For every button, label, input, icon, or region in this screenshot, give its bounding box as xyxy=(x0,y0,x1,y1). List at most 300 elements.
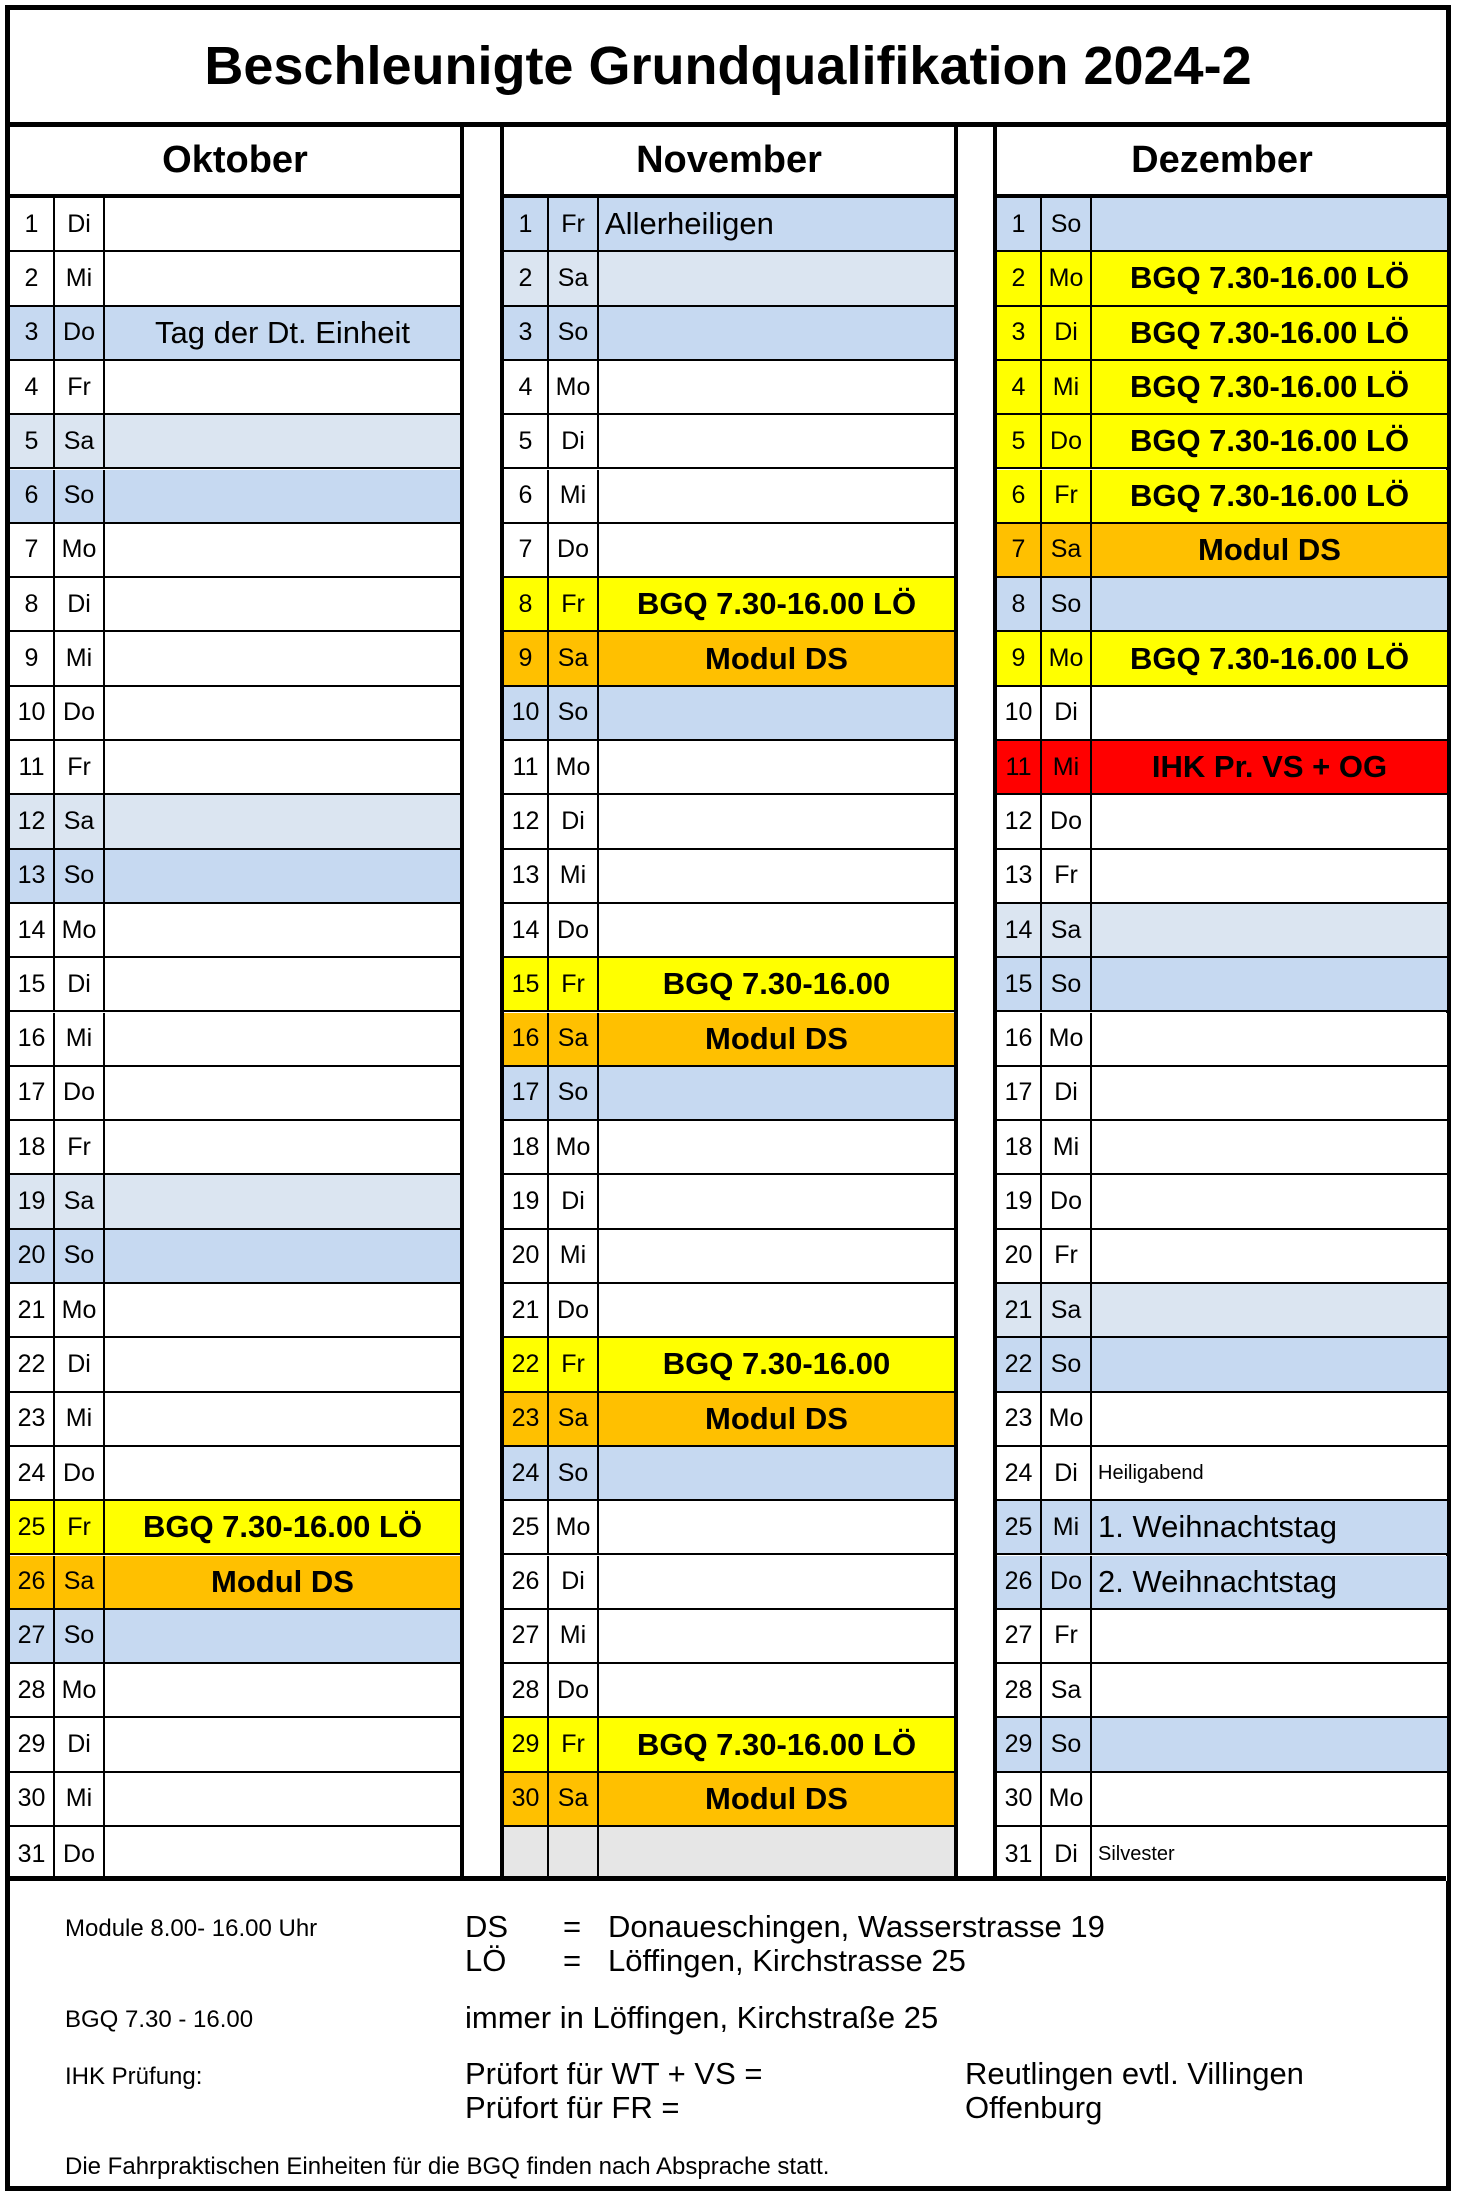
day-row xyxy=(10,1718,460,1772)
day-row xyxy=(997,1121,1447,1175)
weekday: So xyxy=(55,850,105,902)
day-row xyxy=(504,252,954,306)
weekday: Di xyxy=(549,1556,599,1608)
day-number: 7 xyxy=(997,524,1042,576)
weekday: Do xyxy=(1042,1175,1092,1227)
day-number: 9 xyxy=(997,632,1042,684)
page-title: Beschleunigte Grundqualifikation 2024-2 xyxy=(10,10,1446,127)
weekday: Mi xyxy=(55,632,105,684)
day-row xyxy=(504,850,954,904)
bgq-location: immer in Löffingen, Kirchstraße 25 xyxy=(465,2000,939,2035)
day-number: 2 xyxy=(504,252,549,304)
day-number: 20 xyxy=(10,1230,55,1282)
day-event xyxy=(1092,1121,1447,1173)
weekday: Di xyxy=(1042,687,1092,739)
day-row xyxy=(997,470,1447,524)
day-row xyxy=(504,1556,954,1610)
day-number: 25 xyxy=(10,1501,55,1553)
day-row xyxy=(997,850,1447,904)
weekday: Fr xyxy=(549,1718,599,1770)
day-number: 7 xyxy=(504,524,549,576)
weekday: Mo xyxy=(549,361,599,413)
month-header: Oktober xyxy=(10,127,460,198)
footer-note: Die Fahrpraktischen Einheiten für die BGQ finden nach Absprache statt. xyxy=(65,2153,830,2180)
day-row xyxy=(997,904,1447,958)
day-number: 3 xyxy=(997,307,1042,359)
day-event xyxy=(1092,1393,1447,1445)
day-event: BGQ 7.30-16.00 xyxy=(662,1346,891,1382)
bgq-label: BGQ 7.30 - 16.00 xyxy=(65,2006,254,2033)
day-number: 15 xyxy=(997,958,1042,1010)
day-event xyxy=(105,1664,460,1716)
day-event xyxy=(599,795,954,847)
day-event xyxy=(599,741,954,793)
column-divider xyxy=(460,127,464,1876)
day-event xyxy=(105,1718,460,1770)
day-number: 8 xyxy=(997,578,1042,630)
weekday: Di xyxy=(549,415,599,467)
day-number: 12 xyxy=(997,795,1042,847)
day-row xyxy=(10,1447,460,1501)
day-event xyxy=(1092,1718,1447,1770)
day-number: 5 xyxy=(997,415,1042,467)
day-row xyxy=(997,741,1447,795)
weekday: So xyxy=(1042,578,1092,630)
day-row xyxy=(10,415,460,469)
day-row xyxy=(997,307,1447,361)
weekday: Fr xyxy=(549,578,599,630)
day-number: 14 xyxy=(10,904,55,956)
day-row xyxy=(504,1718,954,1772)
day-event xyxy=(599,1067,954,1119)
day-event xyxy=(105,470,460,522)
day-row xyxy=(997,1718,1447,1772)
day-event xyxy=(599,470,954,522)
day-event: BGQ 7.30-16.00 LÖ xyxy=(1129,314,1410,350)
day-row xyxy=(10,470,460,524)
calendar-sheet xyxy=(5,5,1451,2191)
day-event xyxy=(599,1175,954,1227)
weekday: Do xyxy=(549,1664,599,1716)
day-number: 11 xyxy=(10,741,55,793)
weekday: Do xyxy=(55,1447,105,1499)
day-event: BGQ 7.30-16.00 LÖ xyxy=(636,1726,917,1762)
day-event: Modul DS xyxy=(705,1780,848,1816)
day-number: 21 xyxy=(10,1284,55,1336)
day-number: 22 xyxy=(10,1338,55,1390)
day-number: 22 xyxy=(997,1338,1042,1390)
day-event: BGQ 7.30-16.00 LÖ xyxy=(1129,369,1410,405)
day-number: 31 xyxy=(997,1827,1042,1881)
day-row xyxy=(10,361,460,415)
day-row xyxy=(504,1447,954,1501)
day-number: 18 xyxy=(997,1121,1042,1173)
weekday: So xyxy=(549,307,599,359)
day-row xyxy=(504,741,954,795)
day-number: 10 xyxy=(504,687,549,739)
day-event xyxy=(599,1501,954,1553)
day-number: 26 xyxy=(504,1556,549,1608)
day-event xyxy=(1092,1773,1447,1825)
day-row xyxy=(504,1067,954,1121)
day-event xyxy=(1092,795,1447,847)
day-number: 15 xyxy=(10,958,55,1010)
weekday: Di xyxy=(1042,1067,1092,1119)
day-number: 5 xyxy=(504,415,549,467)
day-event xyxy=(105,1284,460,1336)
day-row xyxy=(997,1284,1447,1338)
day-event xyxy=(105,1013,460,1065)
weekday: Di xyxy=(55,198,105,250)
day-event xyxy=(105,1393,460,1445)
day-row xyxy=(997,415,1447,469)
day-number: 13 xyxy=(10,850,55,902)
day-number: 25 xyxy=(997,1501,1042,1553)
day-event xyxy=(105,1121,460,1173)
weekday: Mo xyxy=(1042,632,1092,684)
day-number: 6 xyxy=(997,470,1042,522)
day-number: 4 xyxy=(10,361,55,413)
day-event xyxy=(1092,1175,1447,1227)
weekday: Di xyxy=(1042,307,1092,359)
day-event xyxy=(1092,578,1447,630)
day-number: 24 xyxy=(10,1447,55,1499)
day-row xyxy=(504,687,954,741)
day-event xyxy=(1092,1664,1447,1716)
day-number: 21 xyxy=(504,1284,549,1336)
day-number: 13 xyxy=(997,850,1042,902)
day-row xyxy=(997,687,1447,741)
day-event: IHK Pr. VS + OG xyxy=(1151,749,1388,785)
weekday: Mi xyxy=(1042,1121,1092,1173)
ihk-fr: Prüfort für FR = xyxy=(465,2090,680,2125)
day-number: 8 xyxy=(10,578,55,630)
ihk-wt-vs: Prüfort für WT + VS = xyxy=(465,2056,763,2091)
day-row xyxy=(504,1773,954,1827)
day-event: BGQ 7.30-16.00 LÖ xyxy=(1129,260,1410,296)
day-event xyxy=(599,361,954,413)
lo-key: LÖ xyxy=(465,1943,507,1978)
day-event xyxy=(1092,198,1447,250)
day-row xyxy=(10,904,460,958)
day-number: 29 xyxy=(997,1718,1042,1770)
day-row xyxy=(997,1067,1447,1121)
day-row xyxy=(997,252,1447,306)
day-number: 19 xyxy=(10,1175,55,1227)
weekday: Fr xyxy=(55,1501,105,1553)
day-event xyxy=(105,524,460,576)
day-event xyxy=(599,1610,954,1662)
weekday: Fr xyxy=(55,741,105,793)
day-number: 4 xyxy=(504,361,549,413)
day-event xyxy=(1092,1013,1447,1065)
day-row xyxy=(10,1284,460,1338)
day-number: 19 xyxy=(504,1175,549,1227)
weekday: Di xyxy=(549,795,599,847)
day-event xyxy=(105,415,460,467)
day-row xyxy=(10,1175,460,1229)
day-number: 9 xyxy=(504,632,549,684)
day-number: 23 xyxy=(10,1393,55,1445)
day-event: 1. Weihnachtstag xyxy=(1098,1509,1337,1545)
day-number: 18 xyxy=(10,1121,55,1173)
weekday: Di xyxy=(55,1718,105,1770)
day-row xyxy=(997,1773,1447,1827)
month-header: Dezember xyxy=(997,127,1447,198)
weekday: Do xyxy=(549,904,599,956)
weekday: Mo xyxy=(1042,1013,1092,1065)
day-event xyxy=(105,252,460,304)
day-row xyxy=(10,524,460,578)
day-row xyxy=(997,1338,1447,1392)
day-row xyxy=(504,1664,954,1718)
day-row xyxy=(997,632,1447,686)
ds-key: DS xyxy=(465,1909,509,1944)
day-number: 21 xyxy=(997,1284,1042,1336)
weekday: Di xyxy=(55,958,105,1010)
weekday: Do xyxy=(1042,415,1092,467)
day-row xyxy=(504,1338,954,1392)
day-row xyxy=(10,1230,460,1284)
day-number: 12 xyxy=(504,795,549,847)
day-event xyxy=(599,252,954,304)
weekday: Mo xyxy=(55,904,105,956)
weekday: Do xyxy=(549,524,599,576)
weekday: Fr xyxy=(1042,850,1092,902)
day-row xyxy=(10,1501,460,1555)
weekday: Sa xyxy=(549,1013,599,1065)
day-row xyxy=(10,741,460,795)
weekday: Mo xyxy=(1042,252,1092,304)
day-number: 29 xyxy=(10,1718,55,1770)
day-number: 24 xyxy=(997,1447,1042,1499)
day-event xyxy=(105,1175,460,1227)
day-number: 20 xyxy=(997,1230,1042,1282)
day-event xyxy=(599,1447,954,1499)
day-row xyxy=(504,795,954,849)
day-row xyxy=(504,361,954,415)
day-event: BGQ 7.30-16.00 LÖ xyxy=(142,1509,423,1545)
day-row xyxy=(997,1230,1447,1284)
day-number: 3 xyxy=(504,307,549,359)
day-number: 9 xyxy=(10,632,55,684)
day-number: 10 xyxy=(10,687,55,739)
day-event: BGQ 7.30-16.00 LÖ xyxy=(1129,477,1410,513)
day-row xyxy=(997,795,1447,849)
day-number: 20 xyxy=(504,1230,549,1282)
month-column-oktober xyxy=(10,127,460,1868)
day-row xyxy=(10,1067,460,1121)
weekday: Fr xyxy=(549,198,599,250)
weekday: Sa xyxy=(549,1773,599,1825)
day-event: BGQ 7.30-16.00 LÖ xyxy=(1129,640,1410,676)
weekday: Fr xyxy=(1042,1610,1092,1662)
day-row xyxy=(10,1773,460,1827)
weekday: Do xyxy=(55,307,105,359)
weekday: Mo xyxy=(1042,1773,1092,1825)
day-event: Modul DS xyxy=(705,1020,848,1056)
day-number: 16 xyxy=(997,1013,1042,1065)
day-row xyxy=(10,632,460,686)
day-event xyxy=(105,198,460,250)
day-event xyxy=(1092,1284,1447,1336)
weekday: Fr xyxy=(549,1338,599,1390)
day-row xyxy=(504,524,954,578)
day-event xyxy=(599,1827,954,1881)
day-event xyxy=(599,1121,954,1173)
weekday: Mo xyxy=(55,1284,105,1336)
day-row xyxy=(997,1610,1447,1664)
day-event xyxy=(105,1338,460,1390)
weekday: So xyxy=(55,1230,105,1282)
day-number: 6 xyxy=(504,470,549,522)
day-row xyxy=(504,904,954,958)
day-row xyxy=(997,578,1447,632)
day-event xyxy=(105,1610,460,1662)
day-row xyxy=(10,958,460,1012)
day-event xyxy=(105,1447,460,1499)
day-number: 14 xyxy=(997,904,1042,956)
day-row xyxy=(504,415,954,469)
weekday xyxy=(549,1827,599,1881)
day-number: 26 xyxy=(10,1556,55,1608)
weekday: So xyxy=(1042,198,1092,250)
day-number: 6 xyxy=(10,470,55,522)
day-number: 28 xyxy=(504,1664,549,1716)
day-number: 17 xyxy=(504,1067,549,1119)
weekday: Sa xyxy=(1042,1284,1092,1336)
day-row xyxy=(997,198,1447,252)
weekday: Mo xyxy=(55,1664,105,1716)
day-event xyxy=(105,741,460,793)
weekday: Sa xyxy=(549,632,599,684)
day-row xyxy=(504,632,954,686)
day-event xyxy=(1092,850,1447,902)
day-event xyxy=(599,850,954,902)
weekday: Fr xyxy=(1042,1230,1092,1282)
day-number: 23 xyxy=(997,1393,1042,1445)
weekday: Do xyxy=(55,687,105,739)
day-event xyxy=(1092,1230,1447,1282)
day-row xyxy=(997,524,1447,578)
day-event: BGQ 7.30-16.00 LÖ xyxy=(636,586,917,622)
day-number: 1 xyxy=(10,198,55,250)
day-number: 11 xyxy=(997,741,1042,793)
weekday: Sa xyxy=(549,1393,599,1445)
day-event: BGQ 7.30-16.00 xyxy=(662,966,891,1002)
day-row xyxy=(504,1393,954,1447)
day-event xyxy=(105,1230,460,1282)
weekday: Mi xyxy=(549,470,599,522)
weekday: So xyxy=(549,687,599,739)
day-number: 14 xyxy=(504,904,549,956)
day-number: 30 xyxy=(504,1773,549,1825)
day-number: 5 xyxy=(10,415,55,467)
day-row xyxy=(504,198,954,252)
day-event xyxy=(105,1067,460,1119)
day-event xyxy=(599,1664,954,1716)
weekday: Sa xyxy=(55,1556,105,1608)
weekday: So xyxy=(549,1447,599,1499)
day-event xyxy=(1092,1610,1447,1662)
weekday: Mo xyxy=(549,741,599,793)
day-event xyxy=(599,524,954,576)
module-label: Module 8.00- 16.00 Uhr xyxy=(65,1915,318,1942)
day-event xyxy=(599,415,954,467)
weekday: Mo xyxy=(1042,1393,1092,1445)
day-row xyxy=(504,958,954,1012)
lo-equals: = xyxy=(563,1943,582,1978)
day-event: Modul DS xyxy=(211,1563,354,1599)
day-number xyxy=(504,1827,549,1881)
day-event: Modul DS xyxy=(705,1400,848,1436)
day-number: 10 xyxy=(997,687,1042,739)
day-event xyxy=(105,361,460,413)
weekday: Mo xyxy=(549,1501,599,1553)
day-row xyxy=(10,307,460,361)
day-row xyxy=(997,1447,1447,1501)
weekday: So xyxy=(1042,958,1092,1010)
day-row xyxy=(997,1393,1447,1447)
weekday: Di xyxy=(1042,1827,1092,1881)
weekday: Mi xyxy=(55,1013,105,1065)
day-number: 24 xyxy=(504,1447,549,1499)
weekday: So xyxy=(1042,1338,1092,1390)
ds-equals: = xyxy=(563,1909,582,1944)
day-number: 27 xyxy=(504,1610,549,1662)
weekday: Fr xyxy=(55,1121,105,1173)
day-number: 3 xyxy=(10,307,55,359)
day-row xyxy=(504,307,954,361)
weekday: Sa xyxy=(55,795,105,847)
day-row xyxy=(504,1013,954,1067)
day-number: 31 xyxy=(10,1827,55,1881)
day-number: 17 xyxy=(997,1067,1042,1119)
ihk-label: IHK Prüfung: xyxy=(65,2063,203,2090)
weekday: Do xyxy=(1042,795,1092,847)
weekday: Sa xyxy=(55,415,105,467)
day-number: 13 xyxy=(504,850,549,902)
day-row xyxy=(10,1121,460,1175)
day-row xyxy=(504,1121,954,1175)
day-event xyxy=(1092,958,1447,1010)
day-row xyxy=(10,252,460,306)
day-number: 27 xyxy=(10,1610,55,1662)
day-number: 16 xyxy=(504,1013,549,1065)
weekday: Do xyxy=(549,1284,599,1336)
day-row xyxy=(504,1175,954,1229)
day-event xyxy=(599,1556,954,1608)
day-event: Modul DS xyxy=(705,640,848,676)
weekday: Sa xyxy=(1042,1664,1092,1716)
weekday: Mo xyxy=(549,1121,599,1173)
day-row xyxy=(997,361,1447,415)
day-row xyxy=(10,687,460,741)
weekday: Mi xyxy=(55,252,105,304)
day-row xyxy=(997,1175,1447,1229)
weekday: Fr xyxy=(1042,470,1092,522)
day-row xyxy=(997,1013,1447,1067)
day-row xyxy=(10,1393,460,1447)
day-row xyxy=(10,1013,460,1067)
day-event xyxy=(105,632,460,684)
weekday: Do xyxy=(55,1067,105,1119)
day-number: 2 xyxy=(10,252,55,304)
legend-footer xyxy=(10,1876,1446,2186)
day-event: Silvester xyxy=(1098,1842,1175,1865)
month-header: November xyxy=(504,127,954,198)
day-row xyxy=(10,1556,460,1610)
